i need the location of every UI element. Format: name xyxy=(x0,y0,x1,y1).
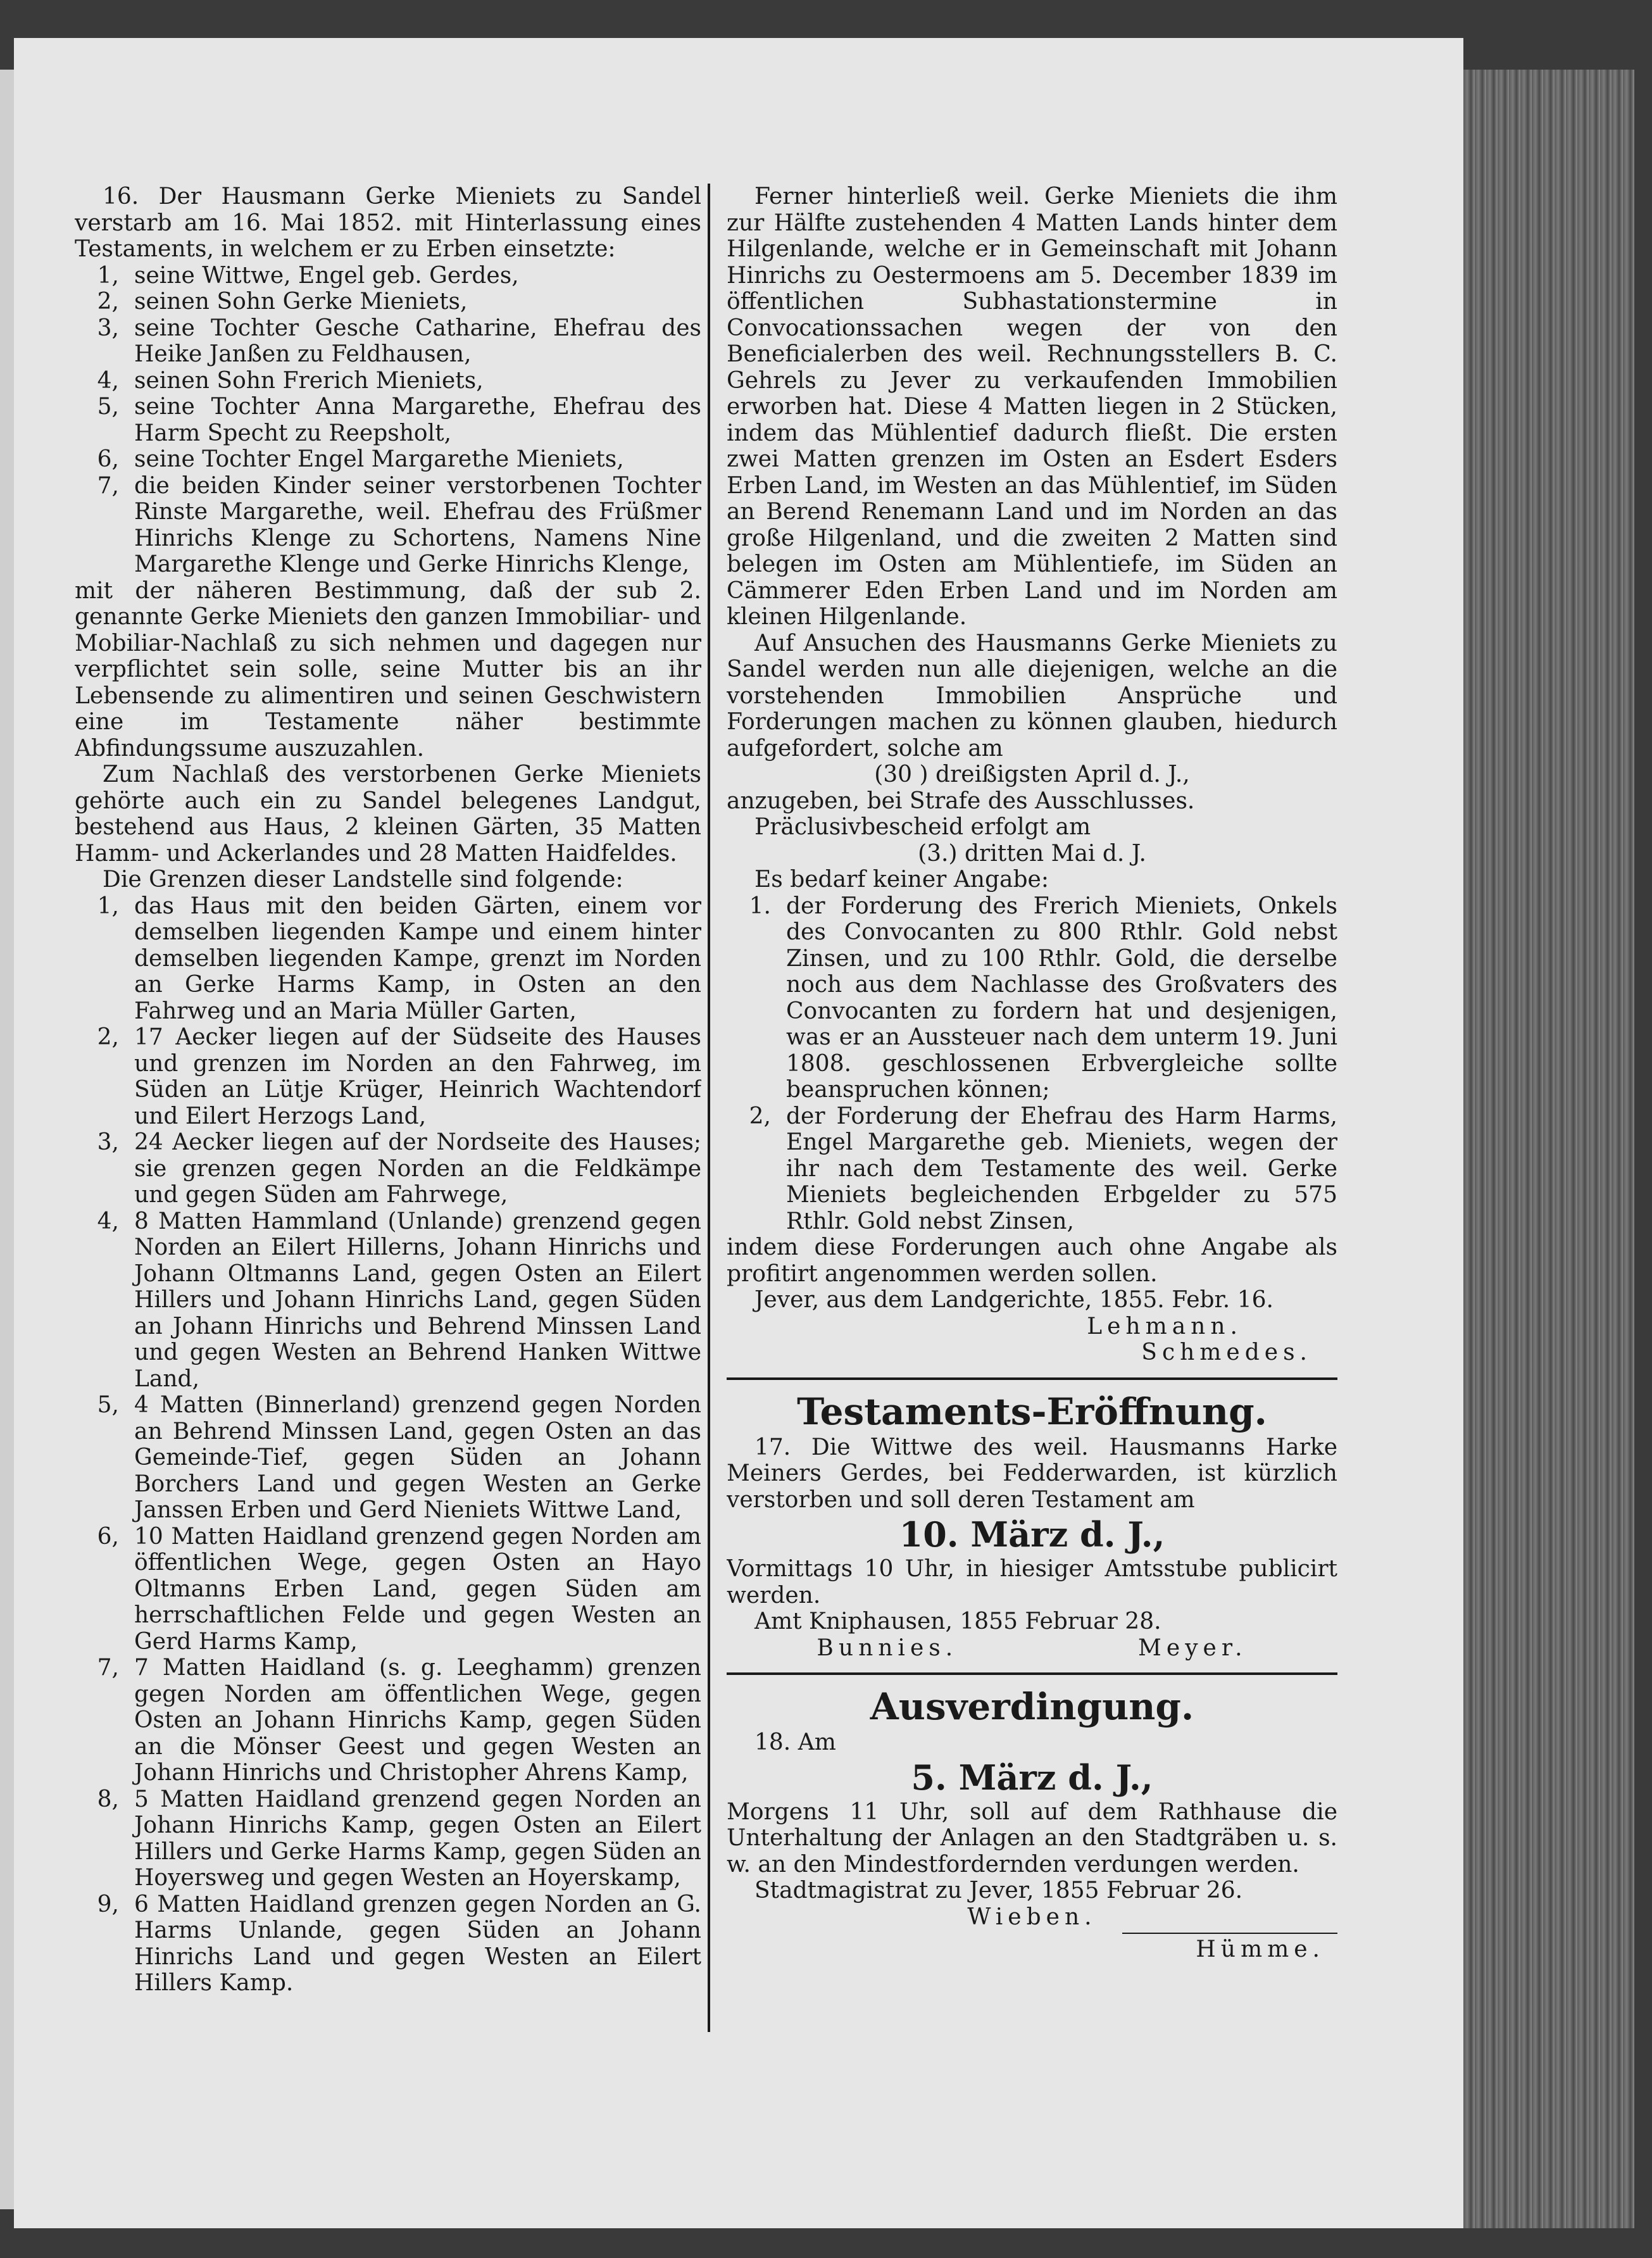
list-item: 7, die beiden Kinder seiner verstorbenen Tochter Rinste Margarethe, weil. Ehefrau des Früßmer Hinrichs Klenge zu Schortens, Namens Nine Margarethe Klenge und Gerke Hinrichs Klenge, xyxy=(97,472,701,577)
paragraph: mit der näheren Bestimmung, daß der sub 2. genannte Gerke Mieniets den ganzen Immobiliar- und Mobiliar-Nachlaß zu sich nehmen und dagegen nur verpflichtet sein solle, seine Mutter bis an ihr Lebensende zu alimentiren und seinen Geschwistern eine im Testamente näher bestimmte Abfindungssume auszuzahlen. xyxy=(75,577,701,762)
list-item: 3, seine Tochter Gesche Catharine, Ehefrau des Heike Janßen zu Feldhausen, xyxy=(97,315,701,367)
list-item: 6, 10 Matten Haidland grenzend gegen Norden am öffentlichen Wege, gegen Osten an Hayo Oltmanns Erben Land, gegen Süden am herrschaftlichen Felde und gegen Westen an Gerd Harms Kamp, xyxy=(97,1523,701,1655)
column-divider xyxy=(708,184,710,2032)
preclusion-date: (3.) dritten Mai d. J. xyxy=(918,840,1146,867)
paragraph: anzugeben, bei Strafe des Ausschlusses. xyxy=(727,787,1195,814)
notice-16-intro: 16. Der Hausmann Gerke Mieniets zu Sandel verstarb am 16. Mai 1852. mit Hinterlassung eines Testaments, in welchem er zu Erben einsetzte: xyxy=(75,184,701,262)
paragraph: Vormittags 10 Uhr, in hiesiger Amtsstube publicirt werden. xyxy=(727,1556,1337,1609)
list-item: 7, 7 Matten Haidland (s. g. Leeghamm) grenzen gegen Norden am öffentlichen Wege, gegen Osten an Johann Hinrichs Kamp, gegen Süden an die Mönser Geest und gegen Westen an Johann Hinrichs und Christopher Ahrens Kamp, xyxy=(97,1655,701,1786)
paragraph: Morgens 11 Uhr, soll auf dem Rathhause die Unterhaltung der Anlagen an den Stadtgräben u. s. w. an den Mindestfordernden verdungen werden. xyxy=(727,1798,1337,1878)
book-spine xyxy=(1463,70,1634,2228)
signature: Meyer. xyxy=(1138,1634,1248,1661)
deadline-date: (30 ) dreißigsten April d. J., xyxy=(874,762,1190,787)
list-item: 5, 4 Matten (Binnerland) grenzend gegen Norden an Behrend Minssen Land, gegen Osten an das Gemeinde-Tief, gegen Süden an Johann Borchers Land und gegen Westen an Gerke Janssen Erben und Gerd Nieniets Wittwe Land, xyxy=(97,1392,701,1523)
list-item: 8, 5 Matten Haidland grenzend gegen Norden an Johann Hinrichs Kamp, gegen Osten an Eilert Hillers und Gerke Harms Kamp, gegen Süden an Hoyersweg und gegen Westen an Hoyerskamp, xyxy=(97,1786,701,1891)
place-date: Jever, aus dem Landgerichte, 1855. Febr. 16. xyxy=(754,1287,1273,1313)
list-item: 2, 17 Aecker liegen auf der Südseite des Hauses und grenzen im Norden an den Fahrweg, im Süden an Lütje Krüger, Heinrich Wachtendorf und Eilert Herzogs Land, xyxy=(97,1024,701,1129)
paragraph: Auf Ansuchen des Hausmanns Gerke Mieniets zu Sandel werden nun alle diejenigen, welche an die vorstehenden Immobilien Ansprüche und Forderungen machen zu können glauben, hiedurch aufgefordert, solche am xyxy=(727,630,1337,762)
section-heading: Testaments-Eröffnung. xyxy=(797,1389,1267,1433)
paragraph: indem diese Forderungen auch ohne Angabe als profitirt angenommen werden sollen. xyxy=(727,1234,1337,1287)
previous-page-edge xyxy=(0,70,14,2209)
signature: Bunnies. xyxy=(817,1634,958,1661)
signature: Schmedes. xyxy=(1141,1339,1312,1365)
paragraph: Ferner hinterließ weil. Gerke Mieniets die ihm zur Hälfte zustehenden 4 Matten Lands hinter dem Hilgenlande, welche er in Gemeinschaft mit Johann Hinrichs zu Oestermoens am 5. December 1839 im öffentlichen Subhastationstermine in Convocationssachen wegen der von den Beneficialerben des weil. Rechnungsstellers B. C. Gehrels zu Jever zu verkaufenden Immobilien erworben hat. Diese 4 Matten liegen in 2 Stücken, indem das Mühlentief dadurch fließt. Die ersten zwei Matten grenzen im Osten an Esdert Esders Erben Land, im Westen an das Mühlentief, im Süden an Berend Renemann Land und im Norden an das große Hilgenland, und die zweiten 2 Matten sind belegen im Osten am Mühlentiefe, im Süden an Cämmerer Eden Erben Land und im Norden am kleinen Hilgenlande. xyxy=(727,184,1337,630)
list-item: 9, 6 Matten Haidland grenzen gegen Norden an G. Harms Unlande, gegen Süden an Johann Hinrichs Land und gegen Westen an Eilert Hillers Kamp. xyxy=(97,1891,701,1996)
list-item: 2, der Forderung der Ehefrau des Harm Harms, Engel Margarethe geb. Mieniets, wegen der ihr nach dem Testamente des weil. Gerke Mieniets begleichenden Erbgelder zu 575 Rthlr. Gold nebst Zinsen, xyxy=(749,1103,1337,1234)
paragraph: Die Grenzen dieser Landstelle sind folgende: xyxy=(103,867,623,893)
list-item: 6, seine Tochter Engel Margarethe Mieniets, xyxy=(97,446,624,472)
event-date: 10. März d. J., xyxy=(899,1514,1165,1555)
paragraph: 17. Die Wittwe des weil. Hausmanns Harke Meiners Gerdes, bei Fedderwarden, ist kürzlich verstorben und soll deren Testament am xyxy=(727,1434,1337,1513)
list-item: 1, seine Wittwe, Engel geb. Gerdes, xyxy=(97,262,519,289)
event-date: 5. März d. J., xyxy=(911,1757,1153,1798)
place-date: Amt Kniphausen, 1855 Februar 28. xyxy=(754,1609,1161,1634)
claims-list xyxy=(727,893,1337,1235)
section-divider xyxy=(727,1672,1337,1675)
signature: Hümme. xyxy=(1196,1936,1325,1962)
section-divider xyxy=(727,1377,1337,1380)
paragraph: Präclusivbescheid erfolgt am xyxy=(754,814,1091,840)
list-item: 1. der Forderung des Frerich Mieniets, Onkels des Convocanten zu 800 Rthlr. Gold nebst Zinsen, und zu 100 Rthlr. Gold, die derselbe noch aus dem Nachlasse des Großvaters des Convocanten zu fordern hat und desjenigen, was er an Aussteuer nach dem unterm 19. Juni 1808. geschlossenen Erbvergleiche sollte beanspruchen können; xyxy=(749,893,1337,1103)
list-item: 2, seinen Sohn Gerke Mieniets, xyxy=(97,289,468,315)
signature-line xyxy=(1122,1933,1337,1934)
list-item: 4, seinen Sohn Frerich Mieniets, xyxy=(97,367,484,394)
borders-list xyxy=(75,893,701,1997)
heirs-list xyxy=(75,263,701,578)
place-date: Stadtmagistrat zu Jever, 1855 Februar 26. xyxy=(754,1878,1243,1904)
right-column xyxy=(727,184,1337,2038)
left-column xyxy=(75,184,701,2038)
paragraph: 18. Am xyxy=(754,1729,836,1755)
section-heading: Ausverdingung. xyxy=(870,1685,1194,1728)
list-item: 3, 24 Aecker liegen auf der Nordseite des Hauses; sie grenzen gegen Norden an die Feldkämpe und gegen Süden am Fahrwege, xyxy=(97,1129,701,1208)
paragraph: Es bedarf keiner Angabe: xyxy=(754,867,1049,893)
list-item: 1, das Haus mit den beiden Gärten, einem vor demselben liegenden Kampe und einem hinter demselben liegenden Kampe, grenzt im Norden an Gerke Harms Kamp, in Osten an den Fahrweg und an Maria Müller Garten, xyxy=(97,893,701,1024)
list-item: 4, 8 Matten Hammland (Unlande) grenzend gegen Norden an Eilert Hillerns, Johann Hinrichs und Johann Oltmanns Land, gegen Osten an Eilert Hillers und Johann Hinrichs Land, gegen Süden an Johann Hinrichs und Behrend Minssen Land und gegen Westen an Behrend Hanken Wittwe Land, xyxy=(97,1208,701,1392)
paragraph: Zum Nachlaß des verstorbenen Gerke Mieniets gehörte auch ein zu Sandel belegenes Landgut, bestehend aus Haus, 2 kleinen Gärten, 35 Matten Hamm- und Ackerlandes und 28 Matten Haidfeldes. xyxy=(75,762,701,867)
signature: Lehmann. xyxy=(1087,1313,1242,1339)
signature-row xyxy=(727,1635,1337,1662)
signature: Wieben. xyxy=(967,1904,1097,1930)
list-item: 5, seine Tochter Anna Margarethe, Ehefrau des Harm Specht zu Reepsholt, xyxy=(97,394,701,446)
